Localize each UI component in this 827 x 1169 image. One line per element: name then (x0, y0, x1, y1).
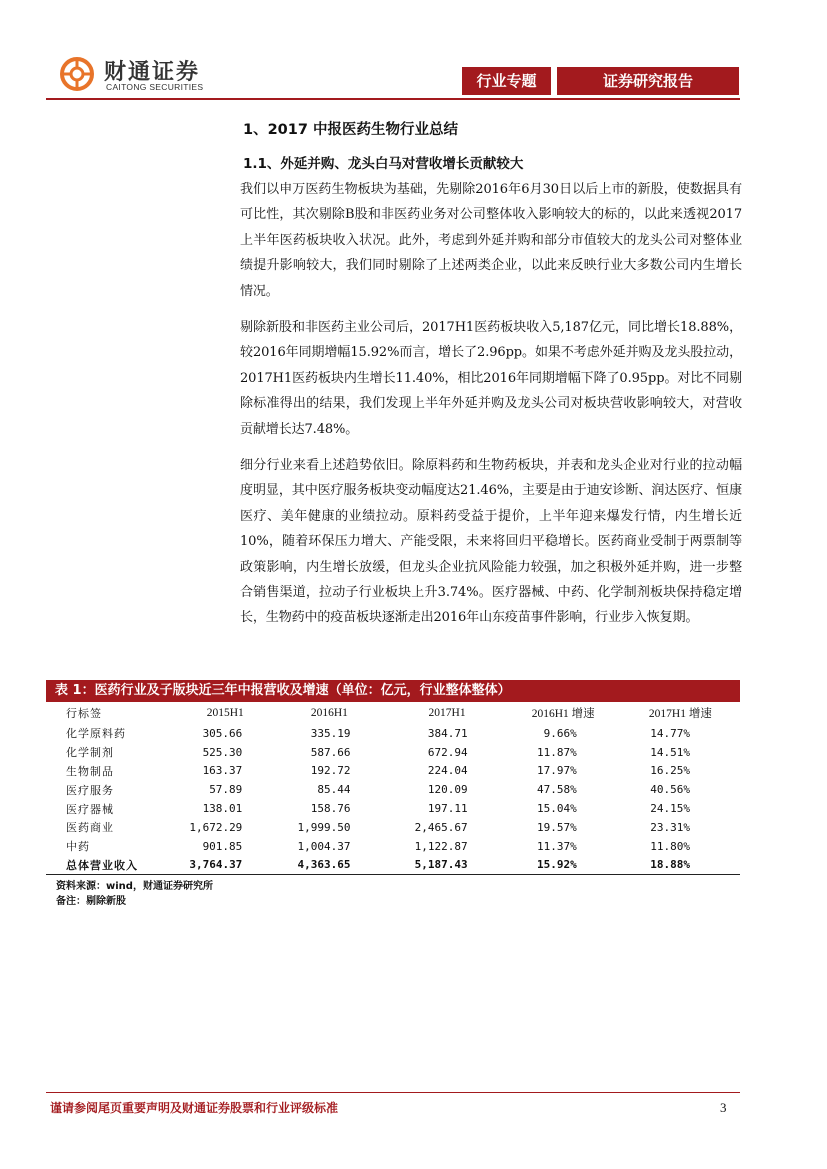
table-cell: 384.71 (427, 726, 468, 740)
table-cell: 17.97% (537, 764, 577, 778)
table-cell: 47.58% (537, 783, 577, 797)
header-tab-topic: 行业专题 (462, 67, 551, 95)
col-header-2017h1-growth: 2017H1 增速 (648, 708, 712, 720)
table-cell: 23.31% (650, 820, 690, 834)
table-cell: 11.37% (537, 839, 577, 853)
table-cell: 40.56% (650, 783, 690, 797)
table-cell: 120.09 (427, 783, 468, 797)
table-cell: 901.85 (202, 839, 243, 853)
table-cell: 57.89 (209, 783, 243, 797)
table-cell: 525.30 (202, 745, 243, 759)
row-label: 化学制剂 (66, 746, 114, 760)
col-header-2017h1: 2017H1 (428, 707, 466, 719)
row-label: 化学原料药 (66, 727, 126, 741)
table-cell: 305.66 (202, 726, 243, 740)
table-title: 表 1：医药行业及子版块近三年中报营收及增速（单位：亿元，行业整体整体） (46, 680, 740, 702)
table-cell: 3,764.37 (180, 856, 270, 875)
table-cell: 11.87% (537, 745, 577, 759)
header-divider (46, 98, 740, 100)
table-cell: 672.94 (427, 745, 468, 759)
table-source: 资料来源：wind，财通证券研究所 (56, 881, 213, 892)
table-row (46, 724, 740, 743)
table-cell: 16.25% (650, 764, 690, 778)
table-cell: 15.04% (537, 802, 577, 816)
table-row (46, 780, 740, 799)
col-header-label: 行标签 (66, 707, 102, 720)
table-cell: 1,122.87 (414, 839, 468, 853)
table-cell: 18.88% (621, 856, 740, 875)
table-cell: 192.72 (310, 764, 351, 778)
table-cell: 85.44 (317, 783, 351, 797)
table-cell: 14.77% (650, 726, 690, 740)
table-row (46, 837, 740, 856)
logo-text-cn: 财通证券 (104, 60, 201, 85)
body-paragraph-2: 剔除新股和非医药主业公司后，2017H1医药板块收入5,187亿元，同比增长18.88%，较2016年同期增幅15.92%而言，增长了2.96pp。如果不考虑外延并购及龙头股拉动，2017H1医药板块内生增长11.40%，相比2016年同期增幅下降了0.95pp。对比不同剔除标准得出的结果，我们发现上半年外延并购及龙头公司对板块营收影响较大，对营收贡献增长达7.48%。 (240, 320, 742, 437)
table-total-row (46, 856, 740, 875)
row-label: 总体营业收入 (46, 856, 180, 875)
table-cell: 1,004.37 (297, 839, 351, 853)
section-subheading: 1.1、外延并购、龙头白马对营收增长贡献较大 (243, 156, 524, 172)
header-tab-report: 证券研究报告 (557, 67, 739, 95)
row-label: 医疗器械 (66, 802, 114, 816)
table-cell: 1,999.50 (297, 820, 351, 834)
table-cell: 335.19 (310, 726, 351, 740)
table-cell: 587.66 (310, 745, 351, 759)
footer-divider (46, 1092, 740, 1093)
section-heading: 1、2017 中报医药生物行业总结 (243, 122, 458, 138)
caitong-logo-icon (56, 56, 98, 92)
table-cell: 138.01 (202, 802, 243, 816)
table-row (46, 799, 740, 818)
table-cell: 9.66% (543, 726, 577, 740)
table-cell: 5,187.43 (388, 856, 505, 875)
row-label: 医疗服务 (66, 783, 114, 797)
table-cell: 197.11 (427, 802, 468, 816)
logo-text-en: CAITONG SECURITIES (106, 82, 204, 92)
table-row (46, 818, 740, 837)
table-cell: 1,672.29 (189, 820, 243, 834)
table-cell: 163.37 (202, 764, 243, 778)
table-cell: 224.04 (427, 764, 468, 778)
body-paragraph-1: 我们以申万医药生物板块为基础，先剔除2016年6月30日以后上市的新股，使数据具有可比性，其次剔除B股和非医药业务对公司整体收入影响较大的标的，以此来透视2017上半年医药板块收入状况。此外，考虑到外延并购和部分市值较大的龙头公司对整体业绩提升影响较大，我们同时剔除了上述两类企业，以此来反映行业大多数公司内生增长情况。 (240, 182, 742, 299)
col-header-2016h1: 2016H1 (310, 707, 348, 719)
revenue-table (46, 702, 740, 875)
page-number: 3 (720, 1100, 727, 1115)
col-header-2015h1: 2015H1 (206, 707, 244, 719)
col-header-2016h1-growth: 2016H1 增速 (531, 708, 595, 720)
table-row (46, 743, 740, 762)
row-label: 生物制品 (66, 764, 114, 778)
table-cell: 24.15% (650, 802, 690, 816)
body-paragraph-3: 细分行业来看上述趋势依旧。除原料药和生物药板块，并表和龙头企业对行业的拉动幅度明显，其中医疗服务板块变动幅度达21.46%，主要是由于迪安诊断、润达医疗、恒康医疗、美年健康的业绩拉动。原料药受益于提价，上半年迎来爆发行情，内生增长近10%，随着环保压力增大、产能受限，未来将回归平稳增长。医药商业受制于两票制等政策影响，内生增长放缓，但龙头企业抗风险能力较强，加之积极外延并购，进一步整合销售渠道，拉动子行业板块上升3.74%。医疗器械、中药、化学制剂板块保持稳定增长，生物药中的疫苗板块逐渐走出2016年山东疫苗事件影响，行业步入恢复期。 (240, 458, 742, 626)
table-note: 备注：剔除新股 (56, 896, 126, 907)
table-cell: 14.51% (650, 745, 690, 759)
table-header-row (46, 702, 740, 724)
row-label: 中药 (66, 840, 90, 854)
table-cell: 19.57% (537, 820, 577, 834)
footer-disclaimer: 谨请参阅尾页重要声明及财通证券股票和行业评级标准 (50, 1101, 339, 1115)
table-cell: 158.76 (310, 802, 351, 816)
table-cell: 11.80% (650, 839, 690, 853)
table-row (46, 762, 740, 781)
table-cell: 4,363.65 (270, 856, 388, 875)
table-cell: 2,465.67 (414, 820, 468, 834)
row-label: 医药商业 (66, 821, 114, 835)
table-cell: 15.92% (506, 856, 621, 875)
